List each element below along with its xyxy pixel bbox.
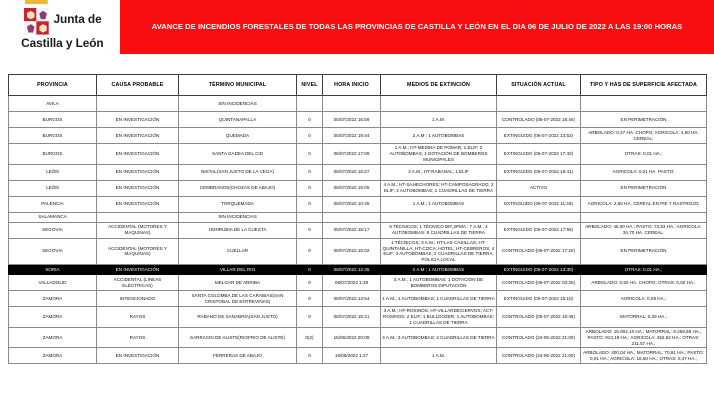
cell-nivel: 0 <box>297 196 323 212</box>
cell-causa: INTENCIONADO <box>97 291 179 307</box>
cell-tipo: OTRAS: 0,01 HA.; <box>581 265 707 275</box>
table-row[interactable] <box>9 196 707 212</box>
cell-situacion <box>497 96 581 112</box>
cell-nivel: 0 <box>297 291 323 307</box>
cell-tipo: OTRAS: 0,01 HA.; <box>581 144 707 165</box>
cell-tipo <box>581 212 707 222</box>
cell-medios: 1 A.M.; 1 AUTOBOMBAS <box>381 196 497 212</box>
cell-causa: EN INVESTIGACIÓN <box>97 128 179 144</box>
table-row[interactable] <box>9 327 707 348</box>
cell-provincia: ZAMORA <box>9 307 97 328</box>
cell-termino: TORQUEMADA <box>179 196 297 212</box>
cell-provincia: BURGOS <box>9 128 97 144</box>
cell-nivel: 0(2) <box>297 327 323 348</box>
logo-line-1: Junta de <box>53 12 102 27</box>
cell-provincia: ZAMORA <box>9 348 97 364</box>
cell-hora: 16/06/2022 1:27 <box>323 348 381 364</box>
cell-situacion <box>497 212 581 222</box>
cell-nivel: 0 <box>297 222 323 238</box>
table-row[interactable] <box>9 164 707 180</box>
cell-tipo: MATORRAL: 0,28 HA.; <box>581 307 707 328</box>
cell-causa: EN INVESTIGACIÓN <box>97 164 179 180</box>
cell-provincia: SALAMANCA <box>9 212 97 222</box>
cell-termino: SARRACIN DE ALISTE(RIOFRIO DE ALISTE) <box>179 327 297 348</box>
cell-nivel: 0 <box>297 348 323 364</box>
cell-medios: 4 A.M.; 3 AUTOBOMBAS; 2 CUADRILLAS DE TIERRA <box>381 327 497 348</box>
cell-termino: QUEMADA <box>179 128 297 144</box>
cell-medios: 2 A.M ; 1 AUTOBOMBAS <box>381 128 497 144</box>
cell-situacion: CONTROLADO (06-07-2022 18:45) <box>497 307 581 328</box>
cell-causa: EN INVESTIGACIÓN <box>97 144 179 165</box>
cell-hora: 05/07/2022 15:17 <box>323 222 381 238</box>
cell-termino: FERRERAS DE ABAJO <box>179 348 297 364</box>
cell-tipo: AGRICOLA: 0,09 HA.; <box>581 291 707 307</box>
table-header <box>9 75 707 96</box>
cell-tipo: ARBOLADO: 45,00 HA.; PASTO: 73,53 HA.; AGRICOLA: 34,70 HA. CEREAL. <box>581 222 707 238</box>
cell-provincia: SEGOVIA <box>9 238 97 265</box>
cell-situacion: EXTINGUIDO (06-07-2022 15:10) <box>497 291 581 307</box>
cell-hora: 05/07/2022 19:44 <box>323 128 381 144</box>
junta-logo <box>0 0 120 54</box>
cell-tipo: AGRICOLA: 0,01 HA. PASTO; <box>581 164 707 180</box>
cell-hora: 06/07/2022 10:45 <box>323 196 381 212</box>
cell-termino: VILLAR DEL RIO <box>179 265 297 275</box>
column-header-situacion: SITUACIÓN ACTUAL <box>497 75 581 96</box>
cell-termino: RABANO DE SANABRIA(SAN JUSTO) <box>179 307 297 328</box>
cell-termino: MELGAR DE ARRIBA <box>179 275 297 291</box>
column-header-tipo: TIPO Y HAS DE SUPERFICIE AFECTADA <box>581 75 707 96</box>
cell-causa: ACCIDENTAL (MOTORES Y MAQUINAS) <box>97 238 179 265</box>
cell-tipo: ARBOLADO: 0,47 HA. CHOPO; AGRICOLA: 4,50 HA. CEREAL; <box>581 128 707 144</box>
cell-hora: 06/07/2022 18:05 <box>323 180 381 196</box>
cell-provincia: SORIA <box>9 265 97 275</box>
cell-termino: QUINTANAPALLA <box>179 112 297 128</box>
table-row[interactable] <box>9 144 707 165</box>
cell-termino: CEMBRANOS(CHOZAS DE ABAJO) <box>179 180 297 196</box>
cell-nivel: 0 <box>297 238 323 265</box>
cell-causa: EN INVESTIGACIÓN <box>97 112 179 128</box>
table-row[interactable] <box>9 275 707 291</box>
cell-medios: 3 A.M.; HT-ROSINOS; HT-VILLARDECIERVOS; ACT-ROSINOS; 2 ELIF; 1 BULLDOZER; 1 AUTOBOMBAS; 1 CUADRILLAS DE TIERRA <box>381 307 497 328</box>
cell-tipo: EN PERIMETRACIÓN <box>581 112 707 128</box>
cell-provincia: LEÓN <box>9 164 97 180</box>
cell-hora: 06/07/2022 15:02 <box>323 238 381 265</box>
cell-hora: 05/07/2022 16:59 <box>323 112 381 128</box>
cell-medios: 3 A.M.; 1 AUTOBOMBAS; 1 DOTACION DE BOMBEROS DIPUTACIÓN <box>381 275 497 291</box>
cell-nivel <box>297 212 323 222</box>
cell-situacion: ACTIVO <box>497 180 581 196</box>
table-header-row <box>9 75 707 96</box>
cell-causa: EN INVESTIGACIÓN <box>97 196 179 212</box>
cell-situacion: EXTINGUIDO (06-07-2022 11:48) <box>497 196 581 212</box>
cell-causa: RAYOS <box>97 307 179 328</box>
castilla-y-leon-coat-of-arms-icon <box>23 4 50 36</box>
cell-provincia: VALLADOLID <box>9 275 97 291</box>
table-row[interactable] <box>9 265 707 275</box>
cell-medios: 4 A.M.; HT-SAHECHORES; HT-CAMPOSAGRADO; 2 ELIF; 2 AUTOBOMBAS; 1 CUADRILLAS DE TIERRA <box>381 180 497 196</box>
cell-provincia: SEGOVIA <box>9 222 97 238</box>
cell-medios <box>381 212 497 222</box>
cell-hora: 06/07/2022 17:09 <box>323 144 381 165</box>
cell-causa: EN INVESTIGACIÓN <box>97 180 179 196</box>
cell-provincia: ZAMORA <box>9 327 97 348</box>
cell-hora <box>323 96 381 112</box>
cell-situacion: EXTINGUIDO (06-07-2022 13:30) <box>497 265 581 275</box>
cell-nivel: 0 <box>297 265 323 275</box>
cell-nivel: 0 <box>297 128 323 144</box>
cell-nivel: 0 <box>297 164 323 180</box>
cell-tipo: AGRICOLA: 2,60 HA. CEREAL EN PIE Y RASTROJO; <box>581 196 707 212</box>
cell-situacion: EXTINGUIDO (06-07-2022 17:40) <box>497 144 581 165</box>
cell-causa <box>97 96 179 112</box>
table-body <box>9 96 707 364</box>
cell-tipo: EN PERIMETRACIÓN <box>581 180 707 196</box>
table-row[interactable] <box>9 128 707 144</box>
table-row[interactable] <box>9 348 707 364</box>
cell-tipo: ARBOLADO: 400,04 HA.; MATORRAL: 70,91 HA.; PASTO: 0,01 HA.; AGRICOLA: 18,50 HA.; OTRAS: 0,47 HA.; <box>581 348 707 364</box>
table-row[interactable] <box>9 212 707 222</box>
cell-causa: EN INVESTIGACIÓN <box>97 265 179 275</box>
cell-provincia: BURGOS <box>9 112 97 128</box>
cell-termino: SANTA COLOMBA DE LAS CARABIAS(SAN CRISTOBAL DE ENTREVIÑAS) <box>179 291 297 307</box>
cell-medios: 5 TECNICOS; 1 TÉCNICO BIF;2PMA ; 7 A.M.; 4 AUTOBOMBAS; 8 CUADRILLAS DE TIERRA <box>381 222 497 238</box>
cell-situacion: CONTROLADO (05-07-2022 18:40) <box>497 112 581 128</box>
cell-provincia: AVILA <box>9 96 97 112</box>
table-row[interactable] <box>9 180 707 196</box>
column-header-nivel: NIVEL <box>297 75 323 96</box>
cell-situacion: CONTROLADO (06-07-2022 17:20) <box>497 238 581 265</box>
cell-provincia: ZAMORA <box>9 291 97 307</box>
cell-situacion: CONTROLADO (06-07-2022 03:30) <box>497 275 581 291</box>
cell-provincia: LEÓN <box>9 180 97 196</box>
table-row[interactable] <box>9 112 707 128</box>
cell-medios <box>381 96 497 112</box>
cell-tipo: ARBOLADO: 15.002,10 HA.; MATORRAL: 8.258,58 HA.; PASTO: 813,18 HA.; AGRICOLA: 452,52 HA.; OTRAS: 211,57 HA.; <box>581 327 707 348</box>
header-spacer <box>0 54 714 74</box>
cell-medios: 2 A.M ; 1 AUTOBOMBAS <box>381 265 497 275</box>
cell-nivel <box>297 96 323 112</box>
cell-medios: 1 A.M. <box>381 348 497 364</box>
banner-title-text: AVANCE DE INCENDIOS FORESTALES DE TODAS LAS PROVINCIAS DE CASTILLA Y LEÓN EN EL DIA 06 DE JULIO DE 2022 A LAS 19:00 HORAS <box>151 22 683 32</box>
cell-nivel: 0 <box>297 275 323 291</box>
cell-situacion: CONTROLADO (24-06-2022 21:00) <box>497 327 581 348</box>
cell-nivel: 0 <box>297 180 323 196</box>
cell-causa <box>97 212 179 222</box>
cell-medios: 1 TÉCNICOS; 3 A.M.; HT-LAS CASILLAS; HT-QUINTANILLA; HT-COCA; HOTEL; HT-CEBREROS; 4 ELIF; 3 AUTOBOMBAS; 2 CUADRILLAS DE TIERRA; POLICIA LOCAL <box>381 238 497 265</box>
cell-medios: 1 A.M.; 1 AUTOBOMBAS; 1 CUADRILLAS DE TIERRA <box>381 291 497 307</box>
cell-medios: 1 A.M. <box>381 112 497 128</box>
cell-termino: SIN INCIDENCIAS <box>179 212 297 222</box>
column-header-medios: MEDIOS DE EXTINCIÓN <box>381 75 497 96</box>
title-banner <box>120 0 714 54</box>
cell-hora: 06/07/2022 16:27 <box>323 164 381 180</box>
cell-situacion: EXTINGUIDO (06-07-2022 16:41) <box>497 164 581 180</box>
cell-termino: NISTAL(SAN JUSTO DE LA VEGA) <box>179 164 297 180</box>
cell-hora: 06/07/2022 15:21 <box>323 307 381 328</box>
table-row[interactable] <box>9 307 707 328</box>
cell-termino: SIN INCIDENCIAS <box>179 96 297 112</box>
table-row[interactable] <box>9 238 707 265</box>
cell-causa: ACCIDENTAL (LINEAS ELÉCTRICAS) <box>97 275 179 291</box>
cell-hora: 06/07/2022 1:29 <box>323 275 381 291</box>
cell-hora: 15/06/2022 20:08 <box>323 327 381 348</box>
cell-causa: RAYOS <box>97 327 179 348</box>
cell-situacion: CONTROLADO (24-06-2022 21:00) <box>497 348 581 364</box>
cell-situacion: EXTINGUIDO (06-07-2022 13:52) <box>497 128 581 144</box>
cell-hora: 06/07/2022 13:54 <box>323 291 381 307</box>
cell-nivel: 0 <box>297 144 323 165</box>
cell-medios: 2 A.M.; HT-RABANAL; 1 ELIF <box>381 164 497 180</box>
fires-table <box>8 74 707 364</box>
cell-tipo: ARBOLADO: 0,50 HA. CHOPO; OTRAS: 0,50 HA.; <box>581 275 707 291</box>
cell-termino: CUELLAR <box>179 238 297 265</box>
cell-situacion: EXTINGUIDO (06-07-2022 17:56) <box>497 222 581 238</box>
cell-tipo <box>581 96 707 112</box>
cell-causa: EN INVESTIGACIÓN <box>97 348 179 364</box>
cell-hora: 06/07/2022 12:45 <box>323 265 381 275</box>
column-header-hora: HORA INICIO <box>323 75 381 96</box>
fires-table-container <box>0 74 714 364</box>
column-header-provincia: PROVINCIA <box>9 75 97 96</box>
table-row[interactable] <box>9 222 707 238</box>
cell-nivel: 0 <box>297 307 323 328</box>
cell-tipo: EN PERIMETRACIÓN <box>581 238 707 265</box>
column-header-causa: CAUSA PROBABLE <box>97 75 179 96</box>
cell-hora <box>323 212 381 222</box>
column-header-termino: TÉRMINO MUNICIPAL <box>179 75 297 96</box>
cell-termino: HONRUBIA DE LA CUESTA <box>179 222 297 238</box>
cell-causa: ACCIDENTAL (MOTORES Y MAQUINAS) <box>97 222 179 238</box>
cell-termino: SANTA GADEA DEL CID <box>179 144 297 165</box>
logo-line-2: Castilla y León <box>20 36 104 51</box>
cell-medios: 1 A.M.; HT-MEDINA DE POMAR; 1 ELIF; 2 AUTOBOMBAS; 1 DOTACIÓN DE BOMBEROS MUNICIPALES <box>381 144 497 165</box>
table-row[interactable] <box>9 291 707 307</box>
cell-provincia: BURGOS <box>9 144 97 165</box>
page-header <box>0 0 714 54</box>
cell-provincia: PALENCIA <box>9 196 97 212</box>
table-row[interactable] <box>9 96 707 112</box>
cell-nivel: 0 <box>297 112 323 128</box>
